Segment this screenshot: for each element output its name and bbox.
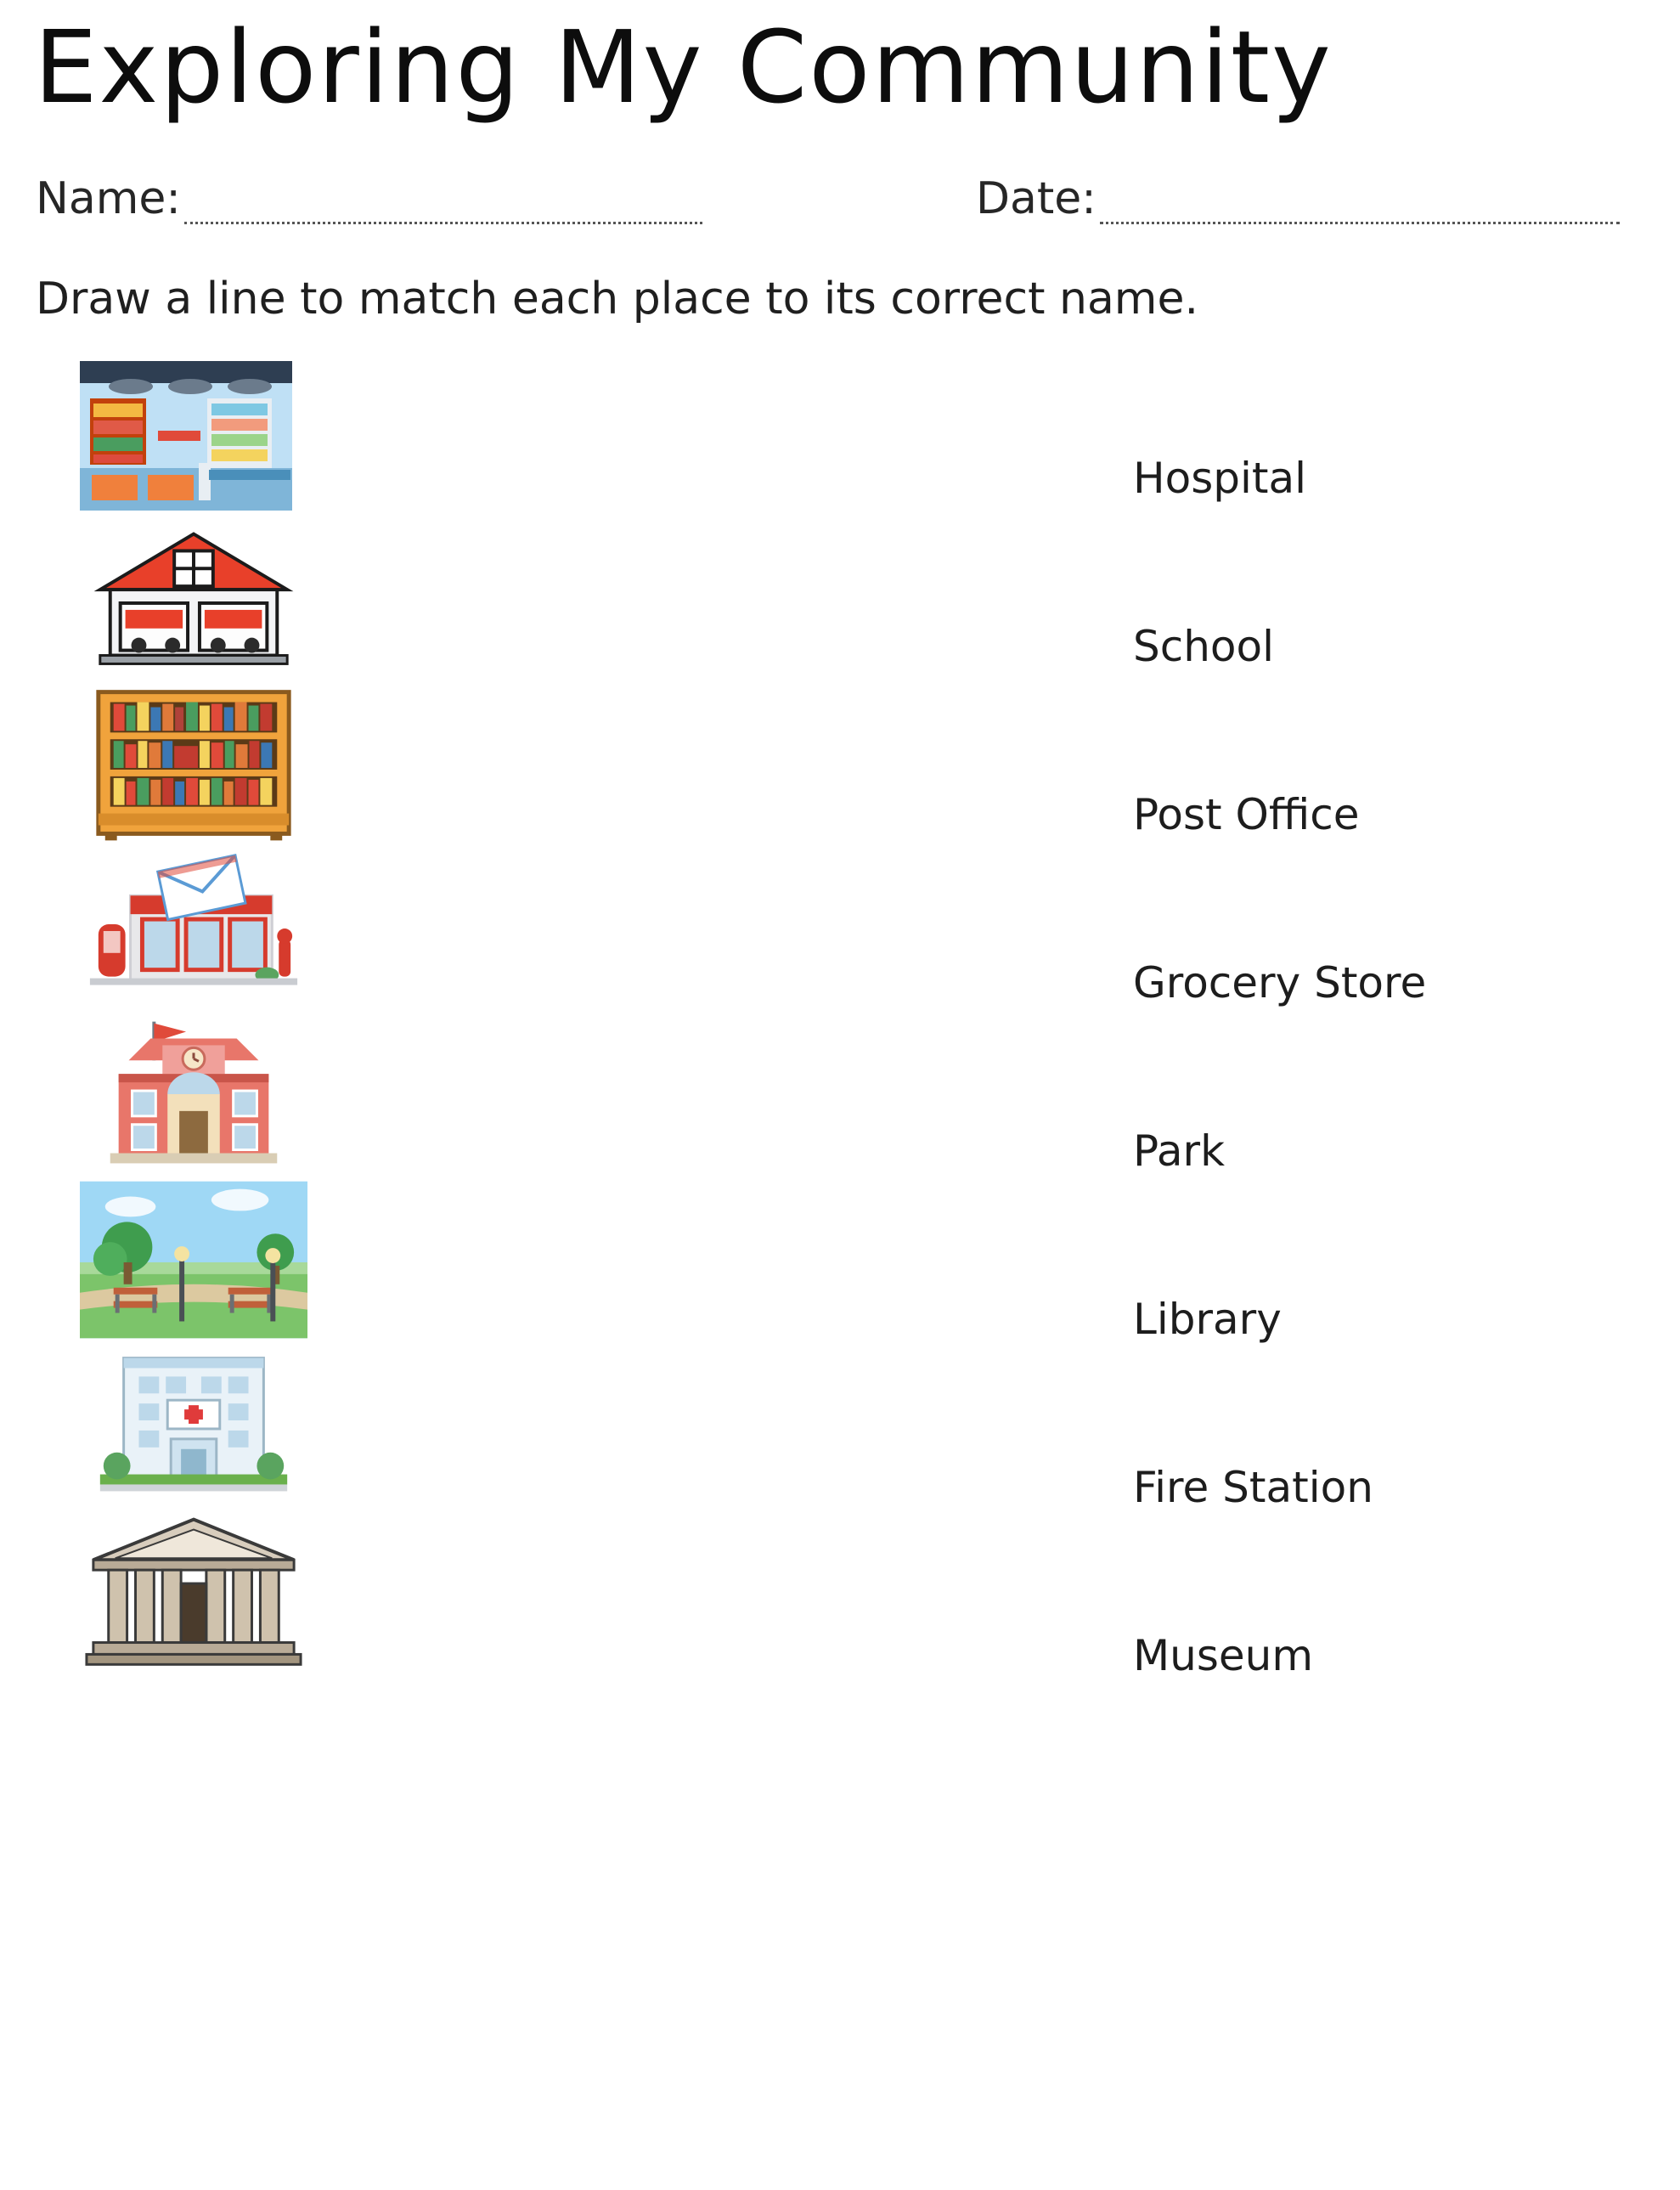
picture-item[interactable] xyxy=(80,1507,307,1672)
picture-column xyxy=(27,353,307,1740)
word-item[interactable]: School xyxy=(1133,621,1274,671)
picture-item[interactable] xyxy=(80,518,307,683)
worksheet-page xyxy=(0,8,1680,2190)
name-label: Name: xyxy=(36,172,181,224)
picture-item[interactable] xyxy=(80,1013,307,1177)
hospital-icon xyxy=(80,1346,307,1504)
post-office-icon xyxy=(80,851,307,1009)
park-icon xyxy=(80,1181,307,1339)
picture-item[interactable] xyxy=(80,848,307,1013)
date-label: Date: xyxy=(975,172,1097,224)
picture-item[interactable] xyxy=(80,353,307,518)
word-item[interactable]: Post Office xyxy=(1133,789,1360,839)
word-column xyxy=(1126,353,1653,1740)
grocery-store-icon xyxy=(80,361,292,511)
word-item[interactable]: Museum xyxy=(1133,1630,1314,1680)
word-item[interactable]: Library xyxy=(1133,1294,1282,1344)
picture-item[interactable] xyxy=(80,683,307,848)
date-input[interactable] xyxy=(1100,188,1620,224)
name-input[interactable] xyxy=(184,188,702,224)
school-icon xyxy=(80,1016,307,1174)
matching-exercise xyxy=(27,353,1653,1740)
word-item[interactable]: Hospital xyxy=(1133,453,1307,503)
page-title: Exploring My Community xyxy=(34,8,1333,126)
picture-item[interactable] xyxy=(80,1177,307,1342)
picture-item[interactable] xyxy=(80,1342,307,1507)
instruction-text: Draw a line to match each place to its correct name. xyxy=(36,273,1198,325)
museum-icon xyxy=(80,1510,307,1668)
word-item[interactable]: Park xyxy=(1133,1126,1226,1176)
fire-station-icon xyxy=(80,522,307,680)
name-date-row xyxy=(27,173,1653,224)
word-item[interactable]: Grocery Store xyxy=(1133,957,1427,1008)
library-icon xyxy=(80,686,307,844)
word-item[interactable]: Fire Station xyxy=(1133,1462,1373,1512)
